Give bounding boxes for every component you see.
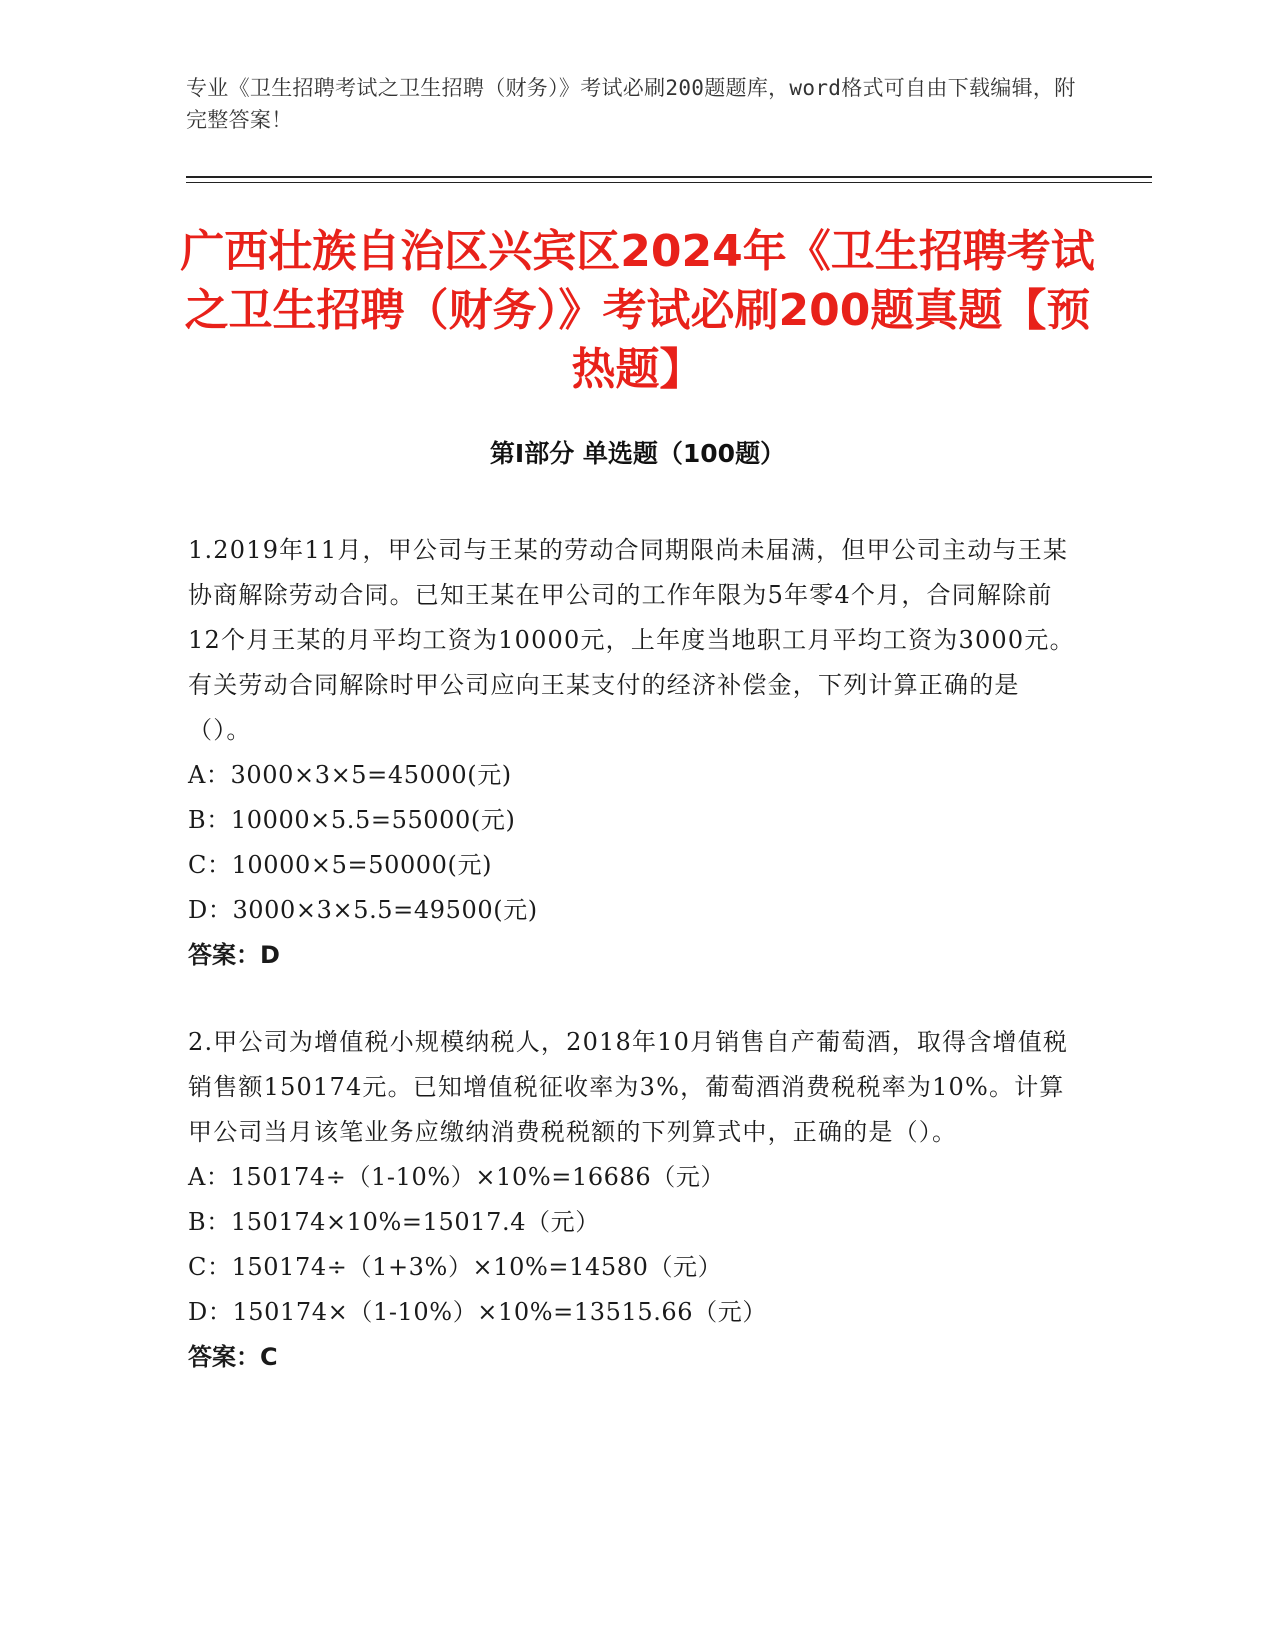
- header-note: 专业《卫生招聘考试之卫生招聘（财务）》考试必刷200题题库，word格式可自由下载编辑，附完整答案！: [186, 76, 1076, 132]
- option-c: C：150174÷（1+3%）×10%=14580（元）: [188, 1253, 723, 1281]
- option-a: A：150174÷（1-10%）×10%=16686（元）: [188, 1163, 726, 1191]
- option-d: D：150174×（1-10%）×10%=13515.66（元）: [188, 1298, 767, 1326]
- question-1: [188, 528, 1078, 978]
- question-stem: 1.2019年11月，甲公司与王某的劳动合同期限尚未届满，但甲公司主动与王某协商解除劳动合同。已知王某在甲公司的工作年限为5年零4个月，合同解除前12个月王某的月平均工资为10000元，上年度当地职工月平均工资为3000元。有关劳动合同解除时甲公司应向王某支付的经济补偿金，下列计算正确的是（）。: [188, 536, 1075, 744]
- document-title: 广西壮族自治区兴宾区2024年《卫生招聘考试之卫生招聘（财务）》考试必刷200题真题【预热题】: [180, 226, 1095, 395]
- question-stem: 2.甲公司为增值税小规模纳税人，2018年10月销售自产葡萄酒，取得含增值税销售额150174元。已知增值税征收率为3%，葡萄酒消费税税率为10%。计算甲公司当月该笔业务应缴纳消费税税额的下列算式中，正确的是（）。: [188, 1028, 1069, 1146]
- option-d: D：3000×3×5.5=49500(元): [188, 896, 538, 924]
- option-a: A：3000×3×5=45000(元): [188, 761, 512, 789]
- option-b: B：10000×5.5=55000(元): [188, 806, 516, 834]
- option-b: B：150174×10%=15017.4（元）: [188, 1208, 600, 1236]
- answer: 答案：D: [188, 941, 280, 969]
- answer: 答案：C: [188, 1343, 278, 1371]
- option-c: C：10000×5=50000(元): [188, 851, 493, 879]
- header-divider-thin: [186, 182, 1152, 183]
- section-heading: 第I部分 单选题（100题）: [489, 439, 786, 468]
- header-divider-thick: [186, 176, 1152, 178]
- question-2: [188, 1020, 1078, 1380]
